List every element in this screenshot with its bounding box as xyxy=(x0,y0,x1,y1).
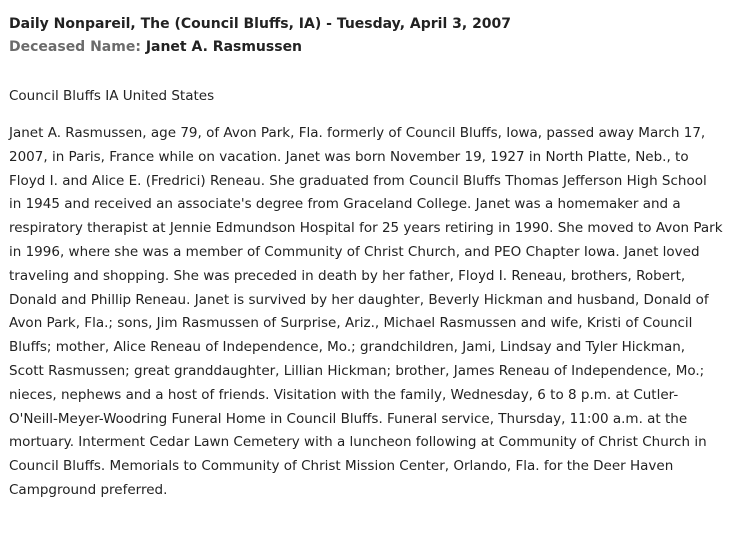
obituary-record xyxy=(9,13,723,503)
publication-name: Daily Nonpareil, The (Council Bluffs, IA) xyxy=(9,16,322,32)
record-heading xyxy=(9,13,723,35)
deceased-line xyxy=(9,36,723,58)
location-text: Council Bluffs IA United States xyxy=(9,88,215,104)
deceased-label: Deceased Name: xyxy=(9,39,141,55)
publication-date: Tuesday, April 3, 2007 xyxy=(336,16,512,32)
heading-separator: - xyxy=(321,16,337,32)
deceased-name: Janet A. Rasmussen xyxy=(145,39,303,55)
obituary-text: Janet A. Rasmussen, age 79, of Avon Park, Fla. formerly of Council Bluffs, Iowa, passed away March 17, 2007, in Paris, France while on vacation. Janet was born November 19, 1927 in North Platte, Neb., to Floyd I. and Alice E. (Fredrici) Reneau. She graduated from Council Bluffs Thomas Jefferson High School in 1945 and received an associate's degree from Graceland College. Janet was a homemaker and a respiratory therapist at Jennie Edmundson Hospital for 25 years retiring in 1990. She moved to Avon Park in 1996, where she was a member of Community of Christ Church, and PEO Chapter Iowa. Janet loved traveling and shopping. She was preceded in death by her father, Floyd I. Reneau, brothers, Robert, Donald and Phillip Reneau. Janet is survived by her daughter, Beverly Hickman and husband, Donald of Avon Park, Fla.; sons, Jim Rasmussen of Surprise, Ariz., Michael Rasmussen and wife, Kristi of Council Bluffs; mother, Alice Reneau of Independence, Mo.; grandchildren, Jami, Lindsay and Tyler Hickman, Scott Rasmussen; great granddaughter, Lillian Hickman; brother, James Reneau of Independence, Mo.; nieces, nephews and a host of friends. Visitation with the family, Wednesday, 6 to 8 p.m. at Cutler-O'Neill-Meyer-Woodring Funeral Home in Council Bluffs. Funeral service, Thursday, 11:00 a.m. at the mortuary. Interment Cedar Lawn Cemetery with a luncheon following at Community of Christ Church in Council Bluffs. Memorials to Community of Christ Mission Center, Orlando, Fla. for the Deer Haven Campground preferred. xyxy=(9,125,723,498)
